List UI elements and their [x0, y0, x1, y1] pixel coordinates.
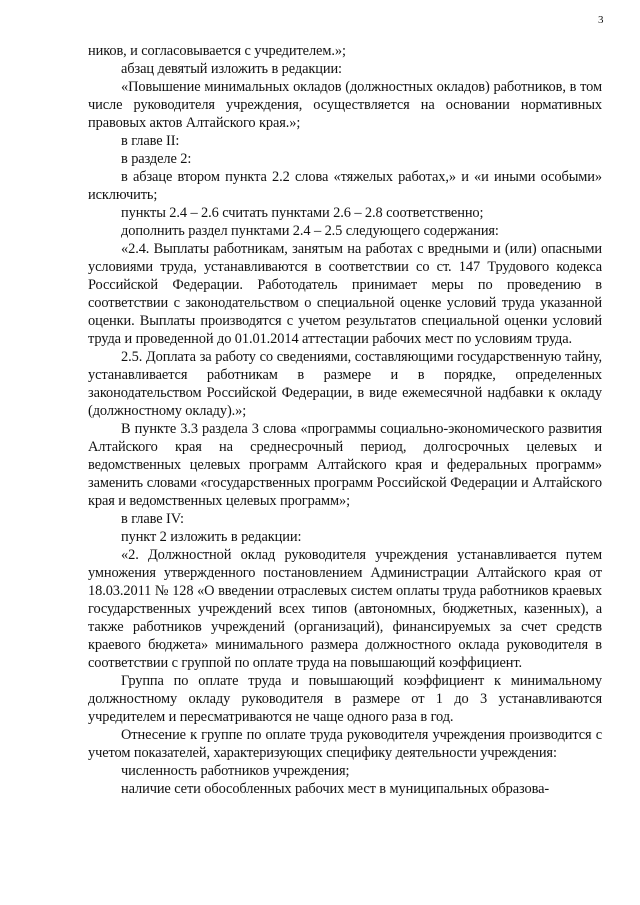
paragraph: В пункте 3.3 раздела 3 слова «программы социально-экономического развития Алтайского края на среднесрочный период, долгосрочных целевых и ведомственных целевых программ Алтайского края и федеральных программ» заменить словами «государственных программ Российской Федерации и Алтайского края и ведомственных целевых программ»;	[88, 421, 602, 509]
paragraph: «2. Должностной оклад руководителя учреждения устанавливается путем умножения утвержденного постановлением Администрации Алтайского края от 18.03.2011 № 128 «О введении отраслевых систем оплаты труда работников краевых государственных учреждений всех типов (автономных, бюджетных, казенных), а также работников учреждений (организаций), финансируемых за счет средств краевого бюджета» минимального размера должностного оклада руководителя в соответствии с группой по оплате труда на повышающий коэффициент.	[88, 547, 602, 671]
paragraph: «Повышение минимальных окладов (должностных окладов) работников, в том числе руководителя учреждения, осуществляется на основании нормативных правовых актов Алтайского края.»;	[88, 79, 602, 131]
paragraph: в абзаце втором пункта 2.2 слова «тяжелых работах,» и «и иными особыми» исключить;	[88, 169, 602, 203]
paragraph: 2.5. Доплата за работу со сведениями, составляющими государственную тайну, устанавливается работникам в размере и в порядке, определенных законодательством Российской Федерации, в виде ежемесячной надбавки к окладу (должностному окладу).»;	[88, 349, 602, 419]
paragraph: абзац девятый изложить в редакции:	[121, 61, 342, 77]
document-body	[88, 42, 602, 798]
paragraph: дополнить раздел пунктами 2.4 – 2.5 следующего содержания:	[121, 223, 499, 239]
paragraph: в главе IV:	[121, 511, 184, 527]
paragraph: пункт 2 изложить в редакции:	[121, 529, 302, 545]
paragraph: численность работников учреждения;	[121, 763, 350, 779]
paragraph: в разделе 2:	[121, 151, 192, 167]
paragraph: пункты 2.4 – 2.6 считать пунктами 2.6 – 2.8 соответственно;	[121, 205, 484, 221]
paragraph: наличие сети обособленных рабочих мест в муниципальных образова-	[121, 781, 550, 797]
page-number: 3	[598, 14, 604, 26]
paragraph: «2.4. Выплаты работникам, занятым на работах с вредными и (или) опасными условиями труда, устанавливаются в соответствии со ст. 147 Трудового кодекса Российской Федерации. Работодатель принимает меры по проведению в соответствии с законодательством о специальной оценке условий труда указанной оценки. Выплаты производятся с учетом результатов специальной оценки условий труда и проведенной до 01.01.2014 аттестации рабочих мест по условиям труда.	[88, 241, 602, 347]
paragraph: Группа по оплате труда и повышающий коэффициент к минимальному должностному окладу руководителя в размере от 1 до 3 устанавливаются учредителем и пересматриваются не чаще одного раза в год.	[88, 673, 602, 725]
paragraph: в главе II:	[121, 133, 180, 149]
paragraph: Отнесение к группе по оплате труда руководителя учреждения производится с учетом показателей, характеризующих специфику деятельности учреждения:	[88, 727, 602, 761]
paragraph: ников, и согласовывается с учредителем.»;	[88, 43, 346, 59]
